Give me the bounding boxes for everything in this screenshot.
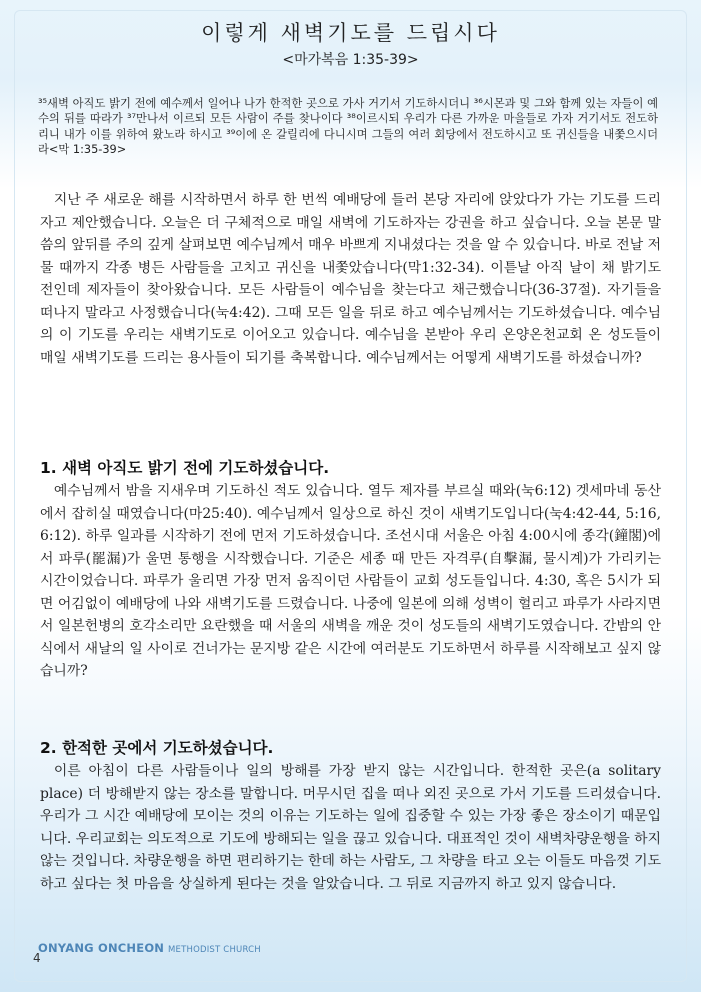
section-2	[40, 737, 661, 895]
scripture-reference: <마가복음 1:35-39>	[282, 52, 419, 68]
section-1-heading: 1. 새벽 아직도 밝기 전에 기도하셨습니다.	[40, 459, 330, 477]
church-brand-name: ONYANG ONCHEON	[38, 941, 165, 955]
church-type-label: METHODIST CHURCH	[167, 945, 261, 955]
page-title: 이렇게 새벽기도를 드립시다	[201, 21, 500, 45]
section-2-heading: 2. 한적한 곳에서 기도하셨습니다.	[40, 739, 274, 757]
scripture-passage: ³⁵새벽 아직도 밝기 전에 예수께서 일어나 나가 한적한 곳으로 가사 거기서 기도하시더니 ³⁶시몬과 및 그와 함께 있는 자들이 예수의 뒤를 따라가 ³⁷만나서 이르되 모든 사람이 주를 찾나이다 ³⁸이르시되 우리가 다른 가까운 마을들로 가자 거기서도 전도하리니 내가 이를 위하여 왔노라 하시고 ³⁹이에 온 갈릴리에 다니시며 그들의 여러 회당에서 전도하시고 또 귀신들을 내쫓으시더라<막 1:35-39>	[38, 97, 658, 156]
page-number: 4	[33, 951, 41, 965]
section-2-paragraph: 이른 아침이 다른 사람들이나 일의 방해를 가장 받지 않는 시간입니다. 한적한 곳은(a solitary place) 더 방해받지 않는 장소를 말합니다. 머무시던 집을 떠나 외진 곳으로 가서 기도를 드리셨습니다. 우리가 그 시간 예배당에 모이는 것의 이유는 기도하는 일에 집중할 수 있는 가장 좋은 장소이기 때문입니다. 우리교회는 의도적으로 기도에 방해되는 일을 끊고 있습니다. 대표적인 것이 새벽차량운행을 하지 않는 것입니다. 차량운행을 하면 편리하기는 한데 하는 사람도, 그 차량을 타고 오는 이들도 마음껏 기도하고 싶다는 첫 마음을 상실하게 된다는 것을 알았습니다. 그 뒤로 지금까지 하고 있지 않습니다.	[40, 763, 661, 892]
section-1-paragraph: 예수님께서 밤을 지새우며 기도하신 적도 있습니다. 열두 제자를 부르실 때와(눅6:12) 겟세마네 동산에서 잡히실 때였습니다(마25:40). 예수님께서 일상으로 하신 것이 새벽기도입니다(눅4:42-44, 5:16, 6:12). 하루 일과를 시작하기 전에 먼저 기도하셨습니다. 조선시대 서울은 아침 4:00시에 종각(鐘閣)에서 파루(罷漏)가 울면 통행을 시작했습니다. 기준은 세종 때 만든 자격루(自擊漏, 물시계)가 가리키는 시간이었습니다. 파루가 울리면 가장 먼저 움직이던 사람들이 교회 성도들입니다. 4:30, 혹은 5시가 되면 어김없이 예배당에 나와 새벽기도를 드렸습니다. 나중에 일본에 의해 성벽이 헐리고 파루가 사라지면서 일본헌병의 호각소리만 요란했을 때 서울의 새벽을 깨운 것이 성도들의 새벽기도였습니다. 간밤의 안식에서 새날의 일 사이로 건너가는 문지방 같은 시간에 여러분도 기도하면서 하루를 시작해보고 싶지 않습니까?	[40, 483, 661, 679]
church-logo	[38, 941, 261, 955]
intro-section	[40, 189, 661, 369]
intro-paragraph: 지난 주 새로운 해를 시작하면서 하루 한 번씩 예배당에 들러 본당 자리에 앉았다가 가는 기도를 드리자고 제안했습니다. 오늘은 더 구체적으로 매일 새벽에 기도하자는 강권을 하고 싶습니다. 오늘 본문 말씀의 앞뒤를 주의 깊게 살펴보면 예수님께서 매우 바쁘게 지내셨다는 것을 알 수 있습니다. 바로 전날 저물 때까지 각종 병든 사람들을 고치고 귀신을 내쫓았습니다(막1:32-34). 이튿날 아직 날이 채 밝기도 전인데 제자들이 찾아왔습니다. 모든 사람들이 예수님을 찾는다고 채근했습니다(36-37절). 자기들을 떠나지 말라고 사정했습니다(눅4:42). 그때 모든 일을 뒤로 하고 예수님께서는 기도하셨습니다. 예수님의 이 기도를 우리는 새벽기도로 이어오고 있습니다. 예수님을 본받아 우리 온양온천교회 온 성도들이 매일 새벽기도를 드리는 용사들이 되기를 축복합니다. 예수님께서는 어떻게 새벽기도를 하셨습니까?	[40, 192, 661, 366]
section-1	[40, 457, 661, 683]
